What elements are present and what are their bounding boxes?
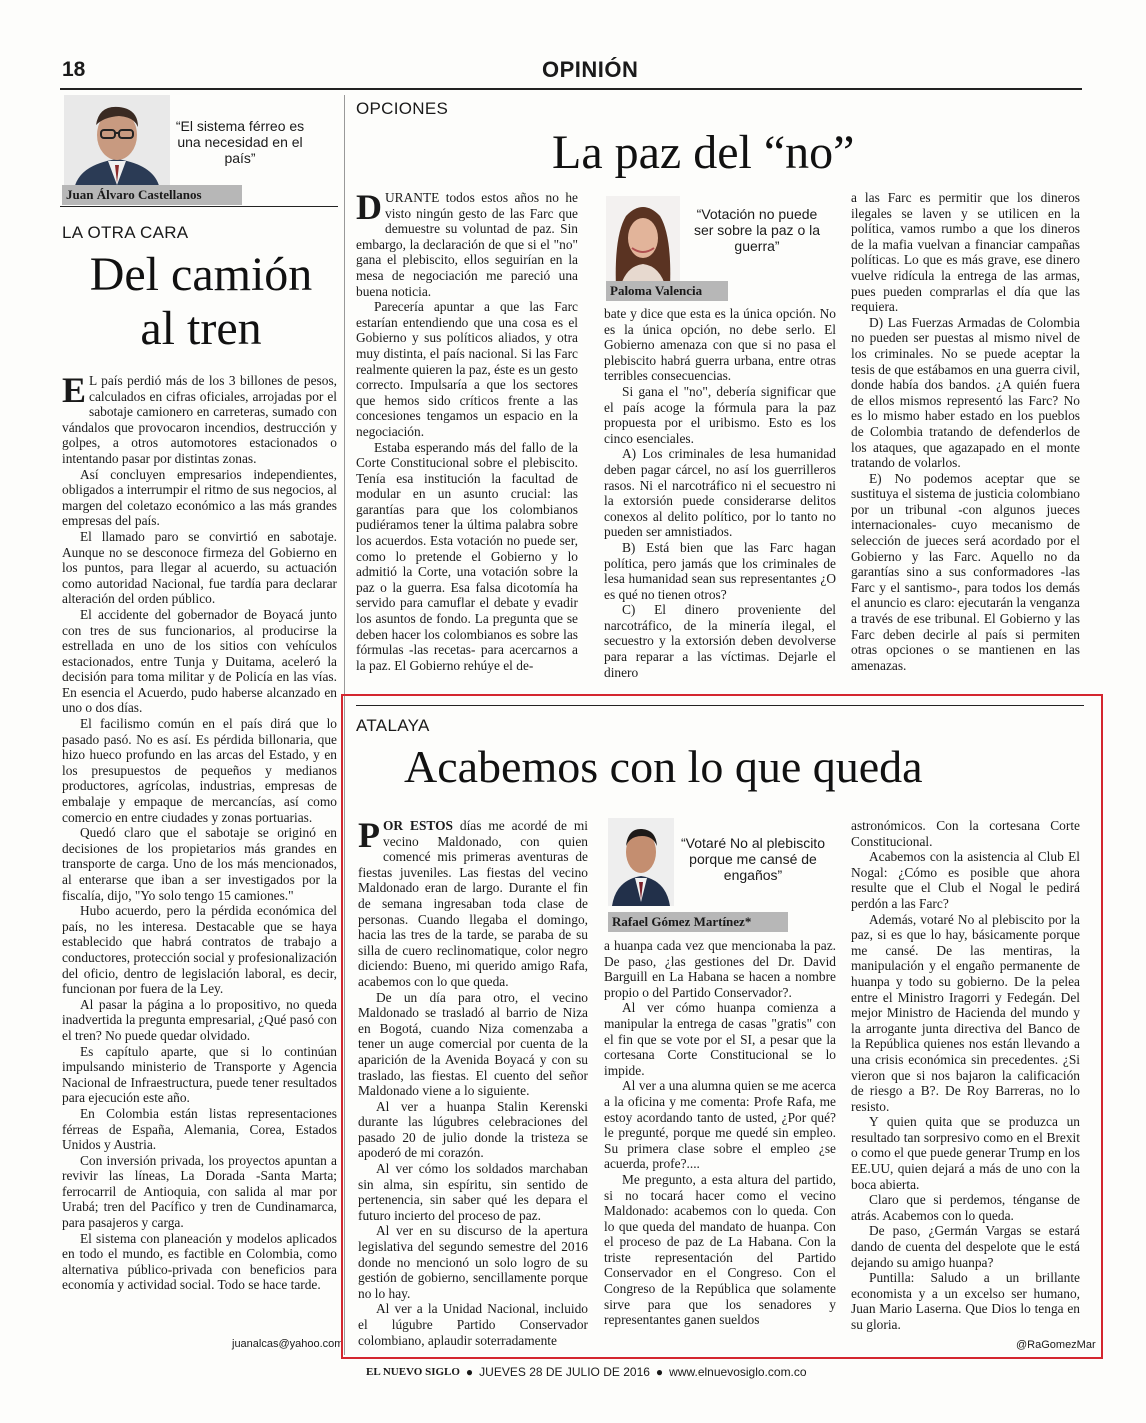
paragraph: Estaba esperando más del fallo de la Corte Constitucional sobre el plebiscito. Tenía esa institución la facultad de modular en un asunto crucial: las garantías para que los colombianos pudiéramos tener la última palabra sobre los acuerdos. Esta votación no puede ser, como lo pretende el Gobierno y lo admitió la Corte, una votación sobre la paz o la guerra. Esa falsa dicotomía ha servido para camuflar el debate y evadir los asuntos de fondo. La pregunta que se deben hacer los colombianos es sobre las fórmulas -las recetas- para acercarnos a la paz. El Gobierno rehúye el de- (356, 439, 578, 673)
author-photo-castellanos (64, 95, 170, 190)
bullet-icon: ● (465, 1365, 474, 1379)
opciones-col-3 (851, 190, 1080, 673)
footer-paper-logo: EL NUEVO SIGLO (366, 1366, 460, 1378)
paragraph: astronómicos. Con la cortesana Corte Constitucional. (851, 818, 1080, 849)
section-label-la-otra-cara: LA OTRA CARA (62, 223, 189, 242)
paragraph: En Colombia están listas representaciones férreas de España, Alemania, Corea, Estados Unidos y Austria. (62, 1105, 337, 1153)
paragraph: B) Está bien que las Farc hagan política, pero jamás que los criminales de lesa humanidad sean sus representantes ¿O es qué no tienen otros? (604, 539, 836, 602)
paragraph: Hubo acuerdo, pero la pérdida económica del país, no les interesa. Destacable que se haya establecido que habrá contratos de trabajo a conductores, protección social y profesionalización del oficio, dentro de legislación laboral, es decir, funcionan por fuera de la Ley. (62, 903, 337, 997)
author-name-gomez: Rafael Gómez Martínez* (608, 912, 788, 932)
paragraph: a huanpa cada vez que mencionaba la paz. De paso, ¿las gestiones del Dr. David Barguill en La Habana se hacen a nombre propio o del Partido Conservador?. (604, 938, 836, 1000)
author-twitter[interactable]: @RaGomezMar (1016, 1339, 1096, 1351)
paragraph: El llamado paro se convirtió en sabotaje. Aunque no se desconoce firmeza del Gobierno en los puntos, para llegar al acuerdo, su actuación como autoridad Nacional, fue tardía para declarar alteración del orden público. (62, 528, 337, 607)
pull-quote-opciones: “Votación no puede ser sobre la paz o la guerra” (693, 206, 821, 254)
lead-in: OR ESTOS (383, 818, 460, 833)
section-header: OPINIÓN (542, 57, 639, 82)
paragraph: Al pasar la página a lo propositivo, no queda inadvertida la pregunta empresarial, ¿Qué pasó con el tren? No puede quedar olvidado. (62, 996, 337, 1043)
atalaya-top-rule (356, 705, 1084, 706)
paragraph: Al ver en su discurso de la apertura legislativa del segundo semestre del 2016 donde no mencionó un solo logro de su gestión de gobierno, sencillamente porque no lo hay. (358, 1223, 588, 1301)
section-label-atalaya: ATALAYA (356, 716, 430, 735)
paragraph: Y quien quita que se produzca un resultado tan sorpresivo como en el Brexit o como el que puede generar Trump en los EE.UU, quien dejará a más de uno con la boca abierta. (851, 1114, 1080, 1192)
paragraph: Quedó claro que el sabotaje se originó en decisiones de los propietarios más grandes en transporte de carga. Uno de los más mencionados, al enterarse que iban a ser investigados por la fiscalía, dijo, "Yo solo tengo 15 camiones." (62, 825, 337, 903)
opciones-col-2 (604, 306, 836, 680)
paragraph: El sistema con planeación y modelos aplicados en todo el mundo, es factible en Colombia, como alternativa público-privada con beneficios para economía y actividad social. Todo se hace tarde. (62, 1230, 337, 1293)
paragraph: URANTE todos estos años no he visto ningún gesto de las Farc que demuestre su voluntad de paz. Sin embargo, la declaración de que si el "no" gana el plebiscito, ellos seguirían en la mesa de negociación me pareció una buena noticia. (356, 190, 578, 299)
paragraph: D) Las Fuerzas Armadas de Colombia no pueden ser puestas al mismo nivel de los criminales. No se puede aceptar la tesis de que estábamos en una guerra civil, donde había dos bandos. ¿A quién fuera de ellos mismos representó las Farc? No es lo mismo haber estado en los pueblos de Colombia tratando de defenderlos de los ataques, que agazapado en el monte tratando de volarlos. (851, 314, 1080, 471)
title-line-1: Del camión (89, 248, 313, 301)
bullet-icon: ● (655, 1365, 664, 1379)
paragraph: bate y dice que esta es la única opción. No es la única opción, no debe serlo. El Gobierno amenaza con que si no pasa el plebiscito habrá guerra urbana, entre otras terribles consecuencias. (604, 306, 836, 384)
page-number: 18 (62, 58, 86, 81)
paragraph: El accidente del gobernador de Boyacá junto con tres de sus funcionarios, al producirse la estrellada en uno de los sitios con vehículos estacionados, entre Tunja y Duitama, aceleró la decisión para toma militar y de Policía en las vías. En esencia el Acuerdo, pudo haberse alcanzado en uno o dos días. (62, 606, 337, 716)
paragraph: Es capítulo aparte, que si lo continúan impulsando ministerio de Transporte y Agencia Nacional de Infraestructura, puede tener resultados para ejecución este año. (62, 1043, 337, 1106)
paragraph: Al ver cómo los soldados marchaban sin alma, sin espíritu, sin sentido de pertenencia, sin saber qué les depara el futuro incierto del proceso de paz. (358, 1161, 588, 1223)
paragraph: De un día para otro, el vecino Maldonado se trasladó al barrio de Niza en Bogotá, cuando Niza comenzaba a tener un auge comercial por cuenta de la aparición de la Avenida Boyacá y con su traslado, las fiestas. El cuento del señor Maldonado viene a lo siguiente. (358, 989, 588, 1099)
paragraph: Al ver a huanpa Stalin Kerenski durante las lúgubres celebraciones del pasado 20 de julio donde la tristeza se apoderó de mi corazón. (358, 1098, 588, 1161)
header-rule (60, 88, 1082, 90)
pull-quote-atalaya: “Votaré No al plebiscito porque me cansé de engaños” (681, 835, 825, 883)
paragraph: Claro que si perdemos, ténganse de atrás. Acabemos con lo queda. (851, 1192, 1080, 1223)
left-article-body (62, 370, 337, 1293)
dropcap-opciones: D (356, 187, 382, 227)
author-name-valencia: Paloma Valencia (606, 281, 728, 301)
author-photo-valencia (606, 196, 680, 288)
pull-quote-left: “El sistema férreo es una necesidad en el país” (175, 118, 305, 166)
paragraph: Al ver cómo huanpa comienza a manipular la entrega de casas "gratis" con el fin que se vote por el SI, a pesar que la cortesana Corte Constitucional se lo impide. (604, 1000, 836, 1078)
footer-date: JUEVES 28 DE JULIO DE 2016 (479, 1365, 650, 1379)
paragraph: Al ver a una alumna quien se me acerca a la oficina y me comenta: Profe Rafa, me estoy acordando tanto de usted, ¿Por qué? le pregunté, porque me quedé sin empleo. Su primera clase sobre el empleo ¿se acuerda, profe?.... (604, 1078, 836, 1172)
paragraph: Me pregunto, a esta altura del partido, si no tocará hacer como el vecino Maldonado: acabemos con lo queda. Con lo que queda del mandato de huanpa. Con el proceso de paz de La Habana. Con la triste representación del Partido Conservador en el Congreso. Con el Congreso de la República que solamente sirve para que los senadores y representantes ganen sueldos (604, 1171, 836, 1328)
left-top-rule (60, 206, 338, 207)
title-line-2: al tren (140, 302, 262, 355)
paragraph: Así concluyen empresarios independientes, obligados a interrumpir el ritmo de sus negocios, al margen del coletazo económico a las más grandes empresas del país. (62, 466, 337, 529)
paragraph: C) El dinero proveniente del narcotráfico, de la minería ilegal, el secuestro y la extorsión deben devolverse para reparar a las víctimas. Dejarle el dinero (604, 602, 836, 680)
author-name-castellanos: Juan Álvaro Castellanos (62, 185, 242, 205)
paragraph: E) No podemos aceptar que se sustituya el sistema de justicia colombiano por un tribunal -con algunos jueces internacionales- cuyo mecanismo de selección de jueces será acordado por el Gobierno y las Farc. Aquello no da garantías sino a sus conformadores -las Farc y el santismo-, para todos los demás el anuncio es claro: ejecutarán la venganza a través de ese tribunal. El Gobierno y las Farc deben decirle al país si permiten otras opciones o se mantienen en las amenazas. (851, 470, 1081, 673)
paragraph: A) Los criminales de lesa humanidad deben pagar cárcel, no así los guerrilleros rasos. Ni el narcotráfico ni el secuestro ni la extorsión puede considerarse delitos conexos al delito político, por lo tanto no pueden ser amnistiados. (604, 446, 836, 540)
paragraph: Acabemos con la asistencia al Club El Nogal: ¿Cómo es posible que ahora resulte que el Club el Nogal le pedirá perdón a las Farc? (851, 849, 1080, 911)
article-title-opciones: La paz del “no” (552, 126, 855, 179)
dropcap-atalaya: P (358, 815, 380, 855)
article-title-left (60, 248, 342, 356)
paragraph: a las Farc es permitir que los dineros ilegales se laven y se utilicen en la política, vamos rumbo a que los dineros de la mafia vuelvan a financiar campañas políticas. Lo que es más grave, ese dinero vuelve ridícula la entrega de las armas, pues pueden comprarlas el día que las requiera. (851, 190, 1080, 315)
paragraph: OR ESTOS días me acordé de mi vecino Maldonado, con quien comencé mis primeras aventuras de fiestas juveniles. Las fiestas del vecino Maldonado eran de largo. Durante el fin de semana ingresaban toda clase de personas. Cuando llegaba el domingo, hacia las tres de la tarde, se paraba de su silla de cuero reclinomatique, color negro diciendo: Bueno, mi querido amigo Rafa, acabemos con lo que queda. (358, 818, 588, 989)
author-photo-gomez (608, 818, 674, 906)
atalaya-col-3 (851, 818, 1080, 1333)
paragraph: Al ver a la Unidad Nacional, incluido el lúgubre Partido Conservador colombiano, aplaudir soterradamente (358, 1301, 588, 1348)
footer-url[interactable]: www.elnuevosiglo.com.co (669, 1365, 807, 1379)
paragraph: El facilismo común en el país dirá que lo pasado pasó. No es así. Es pérdida billonaria, que hizo hueco profundo en las arcas del Estado, y en los presupuestos de pequeños y medianos productores, agrícolas, industrias, empresas de embalaje y empaque de mercancías, así como comercio en entre ciudades y zonas portuarias. (62, 716, 337, 825)
paragraph: Con inversión privada, los proyectos apuntan a revivir las líneas, La Dorada -Santa Marta; ferrocarril de Antioquia, con salida al mar por Urabá; tren del Pacífico y tren de Cundinamarca, para pasajeros y carga. (62, 1152, 337, 1231)
author-email[interactable]: juanalcas@yahoo.com (232, 1338, 344, 1350)
paragraph: Si gana el "no", debería significar que el país acoge la fórmula para la paz propuesta por el uribismo. Esto es los cinco esenciales. (604, 383, 836, 446)
paragraph: L país perdió más de los 3 billones de pesos, calculados en cifras oficiales, arrojadas por el sabotaje camionero en carreteras, sumado con vándalos que provocaron incendios, destrucción y golpes, a otros automotores estacionados o intentando pasar por distintas zonas. (62, 373, 337, 466)
footer (366, 1365, 807, 1379)
atalaya-col-1 (358, 815, 588, 1348)
paragraph: Puntilla: Saludo a un brillante economista y a un excelso ser humano, Juan Mario Laserna. Que Dios lo tenga en su gloria. (851, 1270, 1080, 1332)
paragraph: Parecería apuntar a que las Farc estarían entendiendo que una cosa es el Gobierno y sus políticos aliados, y otra muy distinta, el país nacional. Si las Farc realmente quieren la paz, éste es un gesto correcto. Impulsaría a que los sectores que hemos sido críticos frente a las concesiones tengamos un espacio en la negociación. (356, 299, 578, 439)
atalaya-col-2 (604, 938, 836, 1328)
section-label-opciones: OPCIONES (356, 99, 449, 118)
paragraph: Además, votaré No al plebiscito por la paz, si es que lo hay, básicamente porque me cansé. De las mentiras, la manipulación y el engaño permanente de huanpa y todo su gobierno. De la pelea entre el Ministro Iragorri y Fedegán. Del mejor Ministro de Hacienda del mundo y la arrogante junta directiva del Banco de la República quienes nos están llevando a una crisis económica sin precedentes. ¿Si vieron que si nos bajaron la calificación de riesgo a B?. De Roy Barreras, no lo resisto. (851, 911, 1080, 1114)
opciones-col-1 (356, 187, 578, 673)
paragraph: De paso, ¿Germán Vargas se estará dando de cuenta del despelote que le está dejando su amigo huanpa? (851, 1223, 1080, 1270)
dropcap-left: E (62, 370, 87, 410)
article-title-atalaya: Acabemos con lo que queda (404, 741, 923, 792)
